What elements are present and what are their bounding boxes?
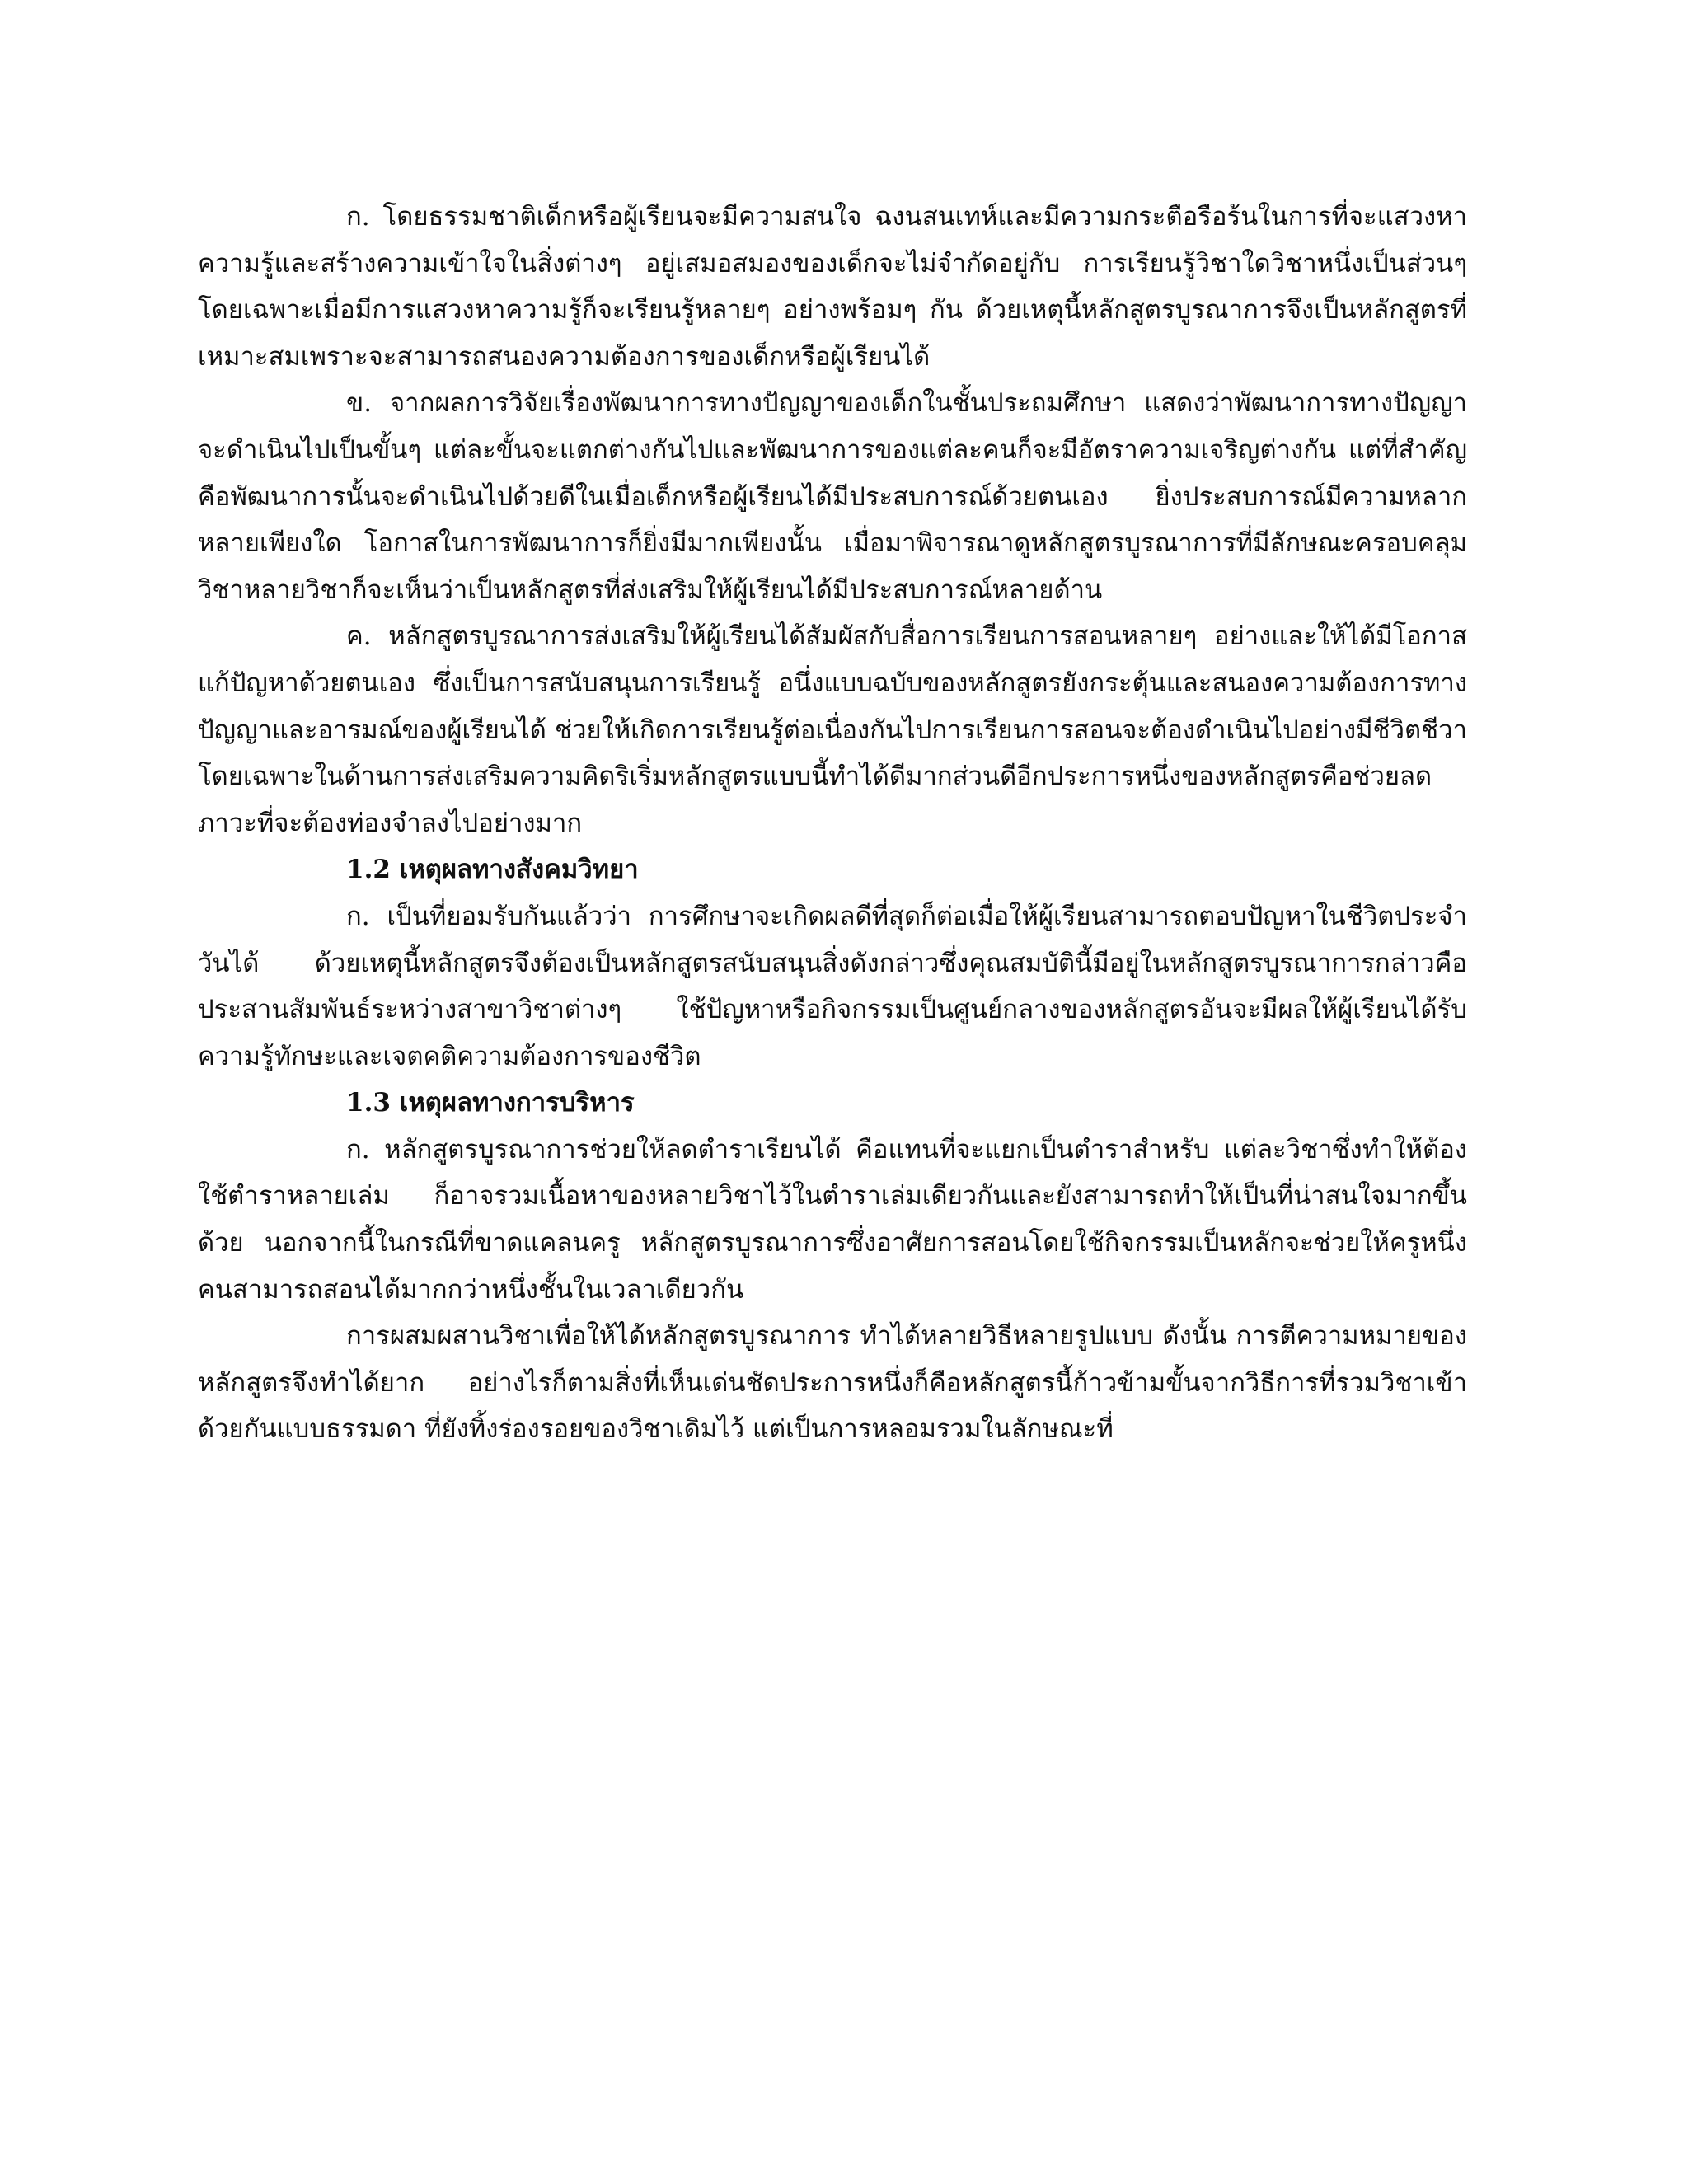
paragraph-administration: ก. หลักสูตรบูรณาการช่วยให้ลดตำราเรียนได้ คือแทนที่จะแยกเป็นตำราสำหรับ แต่ละวิชาซึ่งทำให้ต้องใช้ตำราหลายเล่ม ก็อาจรวมเนื้อหาของหลายวิชาไว้ในตำราเล่มเดียวกันและยังสามารถทำให้เป็นที่น่าสนใจมากขึ้นด้วย นอกจากนี้ในกรณีที่ขาดแคลนครู หลักสูตรบูรณาการซึ่งอาศัยการสอนโดยใช้กิจกรรมเป็นหลักจะช่วยให้ครูหนึ่งคนสามารถสอนได้มากกว่าหนึ่งชั้นในเวลาเดียวกัน [198, 1134, 1467, 1305]
paragraph-sociology: ก. เป็นที่ยอมรับกันแล้วว่า การศึกษาจะเกิดผลดีที่สุดก็ต่อเมื่อให้ผู้เรียนสามารถตอบปัญหาในชีวิตประจำวันได้ ด้วยเหตุนี้หลักสูตรจึงต้องเป็นหลักสูตรสนับสนุนสิ่งดังกล่าวซึ่งคุณสมบัตินี้มีอยู่ในหลักสูตรบูรณาการกล่าวคือ ประสานสัมพันธ์ระหว่างสาขาวิชาต่างๆ ใช้ปัญหาหรือกิจกรรมเป็นศูนย์กลางของหลักสูตรอันจะมีผลให้ผู้เรียนได้รับความรู้ทักษะและเจตคติความต้องการของชีวิต [198, 901, 1467, 1071]
paragraph-integration: การผสมผสานวิชาเพื่อให้ได้หลักสูตรบูรณาการ ทำได้หลายวิธีหลายรูปแบบ ดังนั้น การตีความหมายของหลักสูตรจึงทำได้ยาก อย่างไรก็ตามสิ่งที่เห็นเด่นชัดประการหนึ่งก็คือหลักสูตรนี้ก้าวข้ามขั้นจากวิธีการที่รวมวิชาเข้าด้วยกันแบบธรรมดา ที่ยังทิ้งร่องรอยของวิชาเดิมไว้ แต่เป็นการหลอมรวมในลักษณะที่ [198, 1321, 1467, 1445]
paragraph-kho-research: ข. จากผลการวิจัยเรื่องพัฒนาการทางปัญญาของเด็กในชั้นประถมศึกษา แสดงว่าพัฒนาการทางปัญญาจะดำเนินไปเป็นขั้นๆ แต่ละขั้นจะแตกต่างกันไปและพัฒนาการของแต่ละคนก็จะมีอัตราความเจริญต่างกัน แต่ที่สำคัญคือพัฒนาการนั้นจะดำเนินไปด้วยดีในเมื่อเด็กหรือผู้เรียนได้มีประสบการณ์ด้วยตนเอง ยิ่งประสบการณ์มีความหลากหลายเพียงใด โอกาสในการพัฒนาการก็ยิ่งมีมากเพียงนั้น เมื่อมาพิจารณาดูหลักสูตรบูรณาการที่มีลักษณะครอบคลุมวิชาหลายวิชาก็จะเห็นว่าเป็นหลักสูตรที่ส่งเสริมให้ผู้เรียนได้มีประสบการณ์หลายด้าน [198, 388, 1467, 605]
paragraph-kho-media: ค. หลักสูตรบูรณาการส่งเสริมให้ผู้เรียนได้สัมผัสกับสื่อการเรียนการสอนหลายๆ อย่างและให้ได้มีโอกาสแก้ปัญหาด้วยตนเอง ซึ่งเป็นการสนับสนุนการเรียนรู้ อนึ่งแบบฉบับของหลักสูตรยังกระตุ้นและสนองความต้องการทางปัญญาและอารมณ์ของผู้เรียนได้ ช่วยให้เกิดการเรียนรู้ต่อเนื่องกันไปการเรียนการสอนจะต้องดำเนินไปอย่างมีชีวิตชีวา โดยเฉพาะในด้านการส่งเสริมความคิดริเริ่มหลักสูตรแบบนี้ทำได้ดีมากส่วนดีอีกประการหนึ่งของหลักสูตรคือช่วยลดภาวะที่จะต้องท่องจำลงไปอย่างมาก [198, 621, 1467, 838]
paragraph-ko-nature: ก. โดยธรรมชาติเด็กหรือผู้เรียนจะมีความสนใจ ฉงนสนเทห์และมีความกระตือรือร้นในการที่จะแสวงหาความรู้และสร้างความเข้าใจในสิ่งต่างๆ อยู่เสมอสมองของเด็กจะไม่จำกัดอยู่กับ การเรียนรู้วิชาใดวิชาหนึ่งเป็นส่วนๆ โดยเฉพาะเมื่อมีการแสวงหาความรู้ก็จะเรียนรู้หลายๆ อย่างพร้อมๆ กัน ด้วยเหตุนี้หลักสูตรบูรณาการจึงเป็นหลักสูตรที่เหมาะสมเพราะจะสามารถสนองความต้องการของเด็กหรือผู้เรียนได้ [198, 202, 1467, 372]
section-heading-administration: 1.3 เหตุผลทางการบริหาร [346, 1088, 635, 1118]
document-body [198, 194, 1467, 1453]
section-heading-sociology: 1.2 เหตุผลทางสังคมวิทยา [346, 855, 639, 885]
